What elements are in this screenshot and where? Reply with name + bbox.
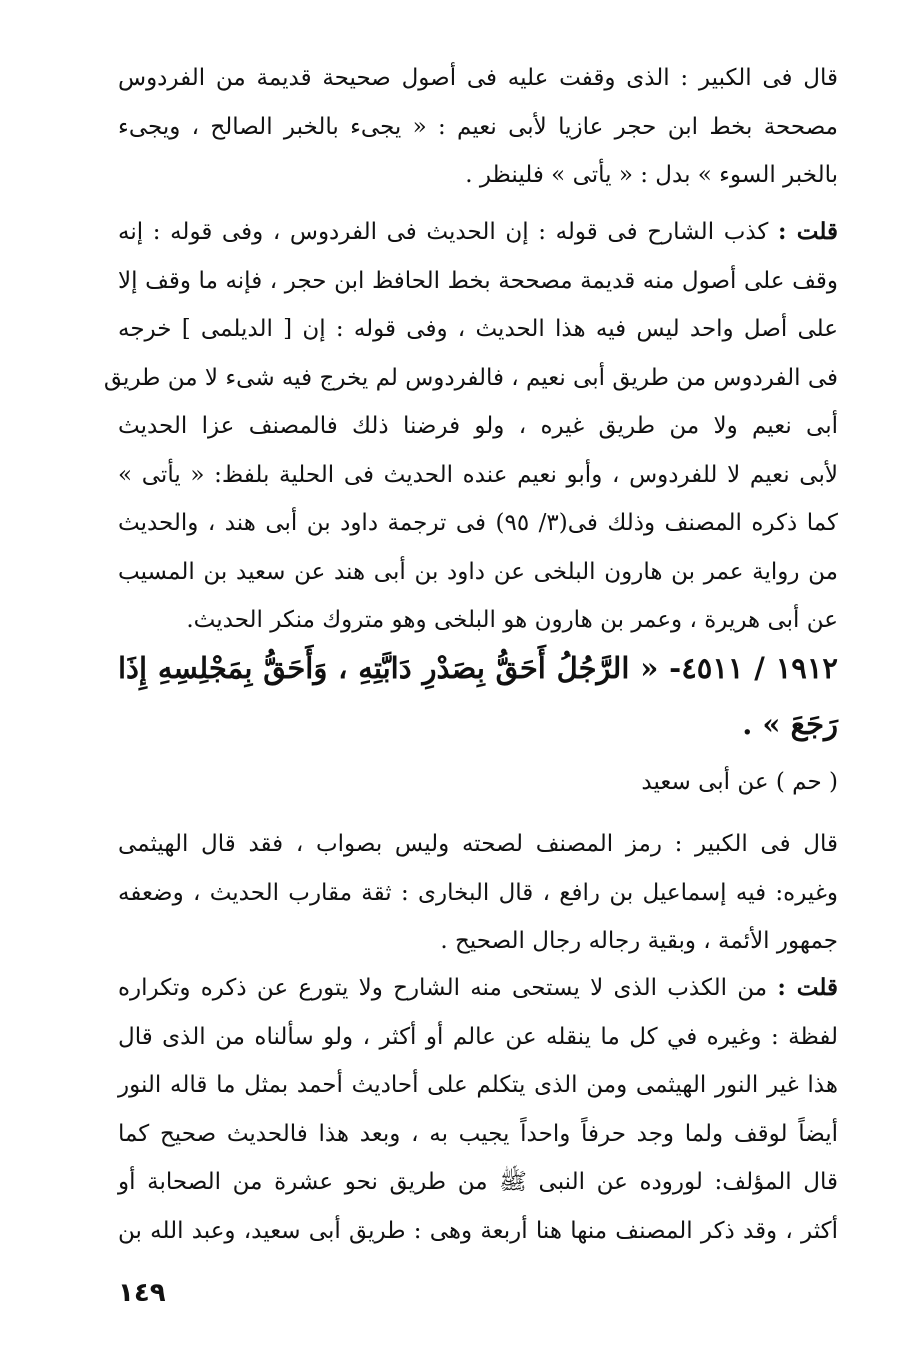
text-line-rest: كذب الشارح فى قوله : إن الحديث فى الفردوس ، وفى قوله : إنه [118, 219, 769, 245]
text-line: لفظة : وغيره في كل ما ينقله عن عالم أو أكثر ، ولو سألناه من الذى قال [118, 1023, 838, 1050]
text-line-first [118, 964, 838, 1013]
text-line: قال المؤلف: لوروده عن النبى ﷺ من طريق نحو عشرة من الصحابة أو [118, 1169, 838, 1195]
text-line: أكثر ، وقد ذكر المصنف منها هنا أربعة وهى : طريق أبى سعيد، وعبد الله بن [118, 1217, 838, 1244]
text-line: جمهور الأئمة ، وبقية رجاله رجال الصحيح . [440, 928, 838, 954]
text-line: من رواية عمر بن هارون البلخى عن داود بن أبى هند عن سعيد بن المسيب [118, 558, 838, 585]
paragraph-qultu-1 [103, 208, 839, 645]
paragraph-al-kabir-2 [118, 820, 838, 966]
text-line: بالخبر السوء » بدل : « يأتى » فلينظر . [465, 162, 838, 188]
hadith-source [118, 758, 838, 807]
text-line: أيضاً لوقف ولما وجد حرفاً واحداً يجيب به ، وبعد هذا فالحديث صحيح كما [118, 1120, 838, 1147]
text-line: قال فى الكبير : الذى وقفت عليه فى أصول صحيحة قديمة من الفردوس [118, 65, 838, 91]
text-line: كما ذكره المصنف وذلك فى(٣/ ٩٥) فى ترجمة داود بن أبى هند ، والحديث [118, 510, 839, 536]
text-line: على أصل واحد ليس فيه هذا الحديث ، وفى قوله : إن [ الديلمى ] خرجه [118, 316, 838, 342]
text-line: مصححة بخط ابن حجر عازيا لأبى نعيم : « يجىء بالخبر الصالح ، ويجىء [118, 113, 838, 140]
paragraph-al-kabir-1 [118, 54, 838, 200]
text-line-rest: من الكذب الذى لا يستحى منه الشارح ولا يتورع عن ذكره وتكراره [118, 975, 768, 1001]
hadith-heading [118, 640, 838, 752]
paragraph-qultu-2 [118, 964, 838, 1255]
text-line: هذا غير النور الهيثمى ومن الذى يتكلم على أحاديث أحمد بمثل ما قاله النور [118, 1072, 838, 1098]
text-line: عن أبى هريرة ، وعمر بن هارون هو البلخى وهو متروك منكر الحديث. [186, 607, 838, 633]
source-line: ( حم ) عن أبى سعيد [641, 769, 838, 795]
text-line: وغيره: فيه إسماعيل بن رافع ، قال البخارى : ثقة مقارب الحديث ، وضعفه [118, 879, 838, 906]
hadith-line: ١٩١٢ / ٤٥١١- « الرَّجُلُ أَحَقُّ بِصَدْرِ دَابَّتِهِ ، وَأَحَقُّ بِمَجْلِسِهِ إِذَا [118, 651, 838, 685]
text-line: لأبى نعيم لا للفردوس ، وأبو نعيم عنده الحديث فى الحلية بلفظ: « يأتى » [118, 461, 838, 488]
qultu-keyword: قلت : [778, 218, 838, 245]
page-number: ١٤٩ [118, 1278, 166, 1308]
hadith-line: رَجَعَ » . [742, 707, 838, 741]
qultu-keyword: قلت : [777, 974, 838, 1001]
text-line: فى الفردوس من طريق أبى نعيم ، فالفردوس لم يخرج فيه شىء لا من طريق [103, 364, 838, 391]
text-line: أبى نعيم ولا من طريق غيره ، ولو فرضنا ذلك فالمصنف عزا الحديث [118, 413, 838, 439]
text-line: وقف على أصول منه قديمة مصححة بخط الحافظ ابن حجر ، فإنه ما وقف إلا [118, 267, 838, 294]
text-line-first [118, 208, 838, 257]
text-line: قال فى الكبير : رمز المصنف لصحته وليس بصواب ، فقد قال الهيثمى [118, 831, 838, 857]
